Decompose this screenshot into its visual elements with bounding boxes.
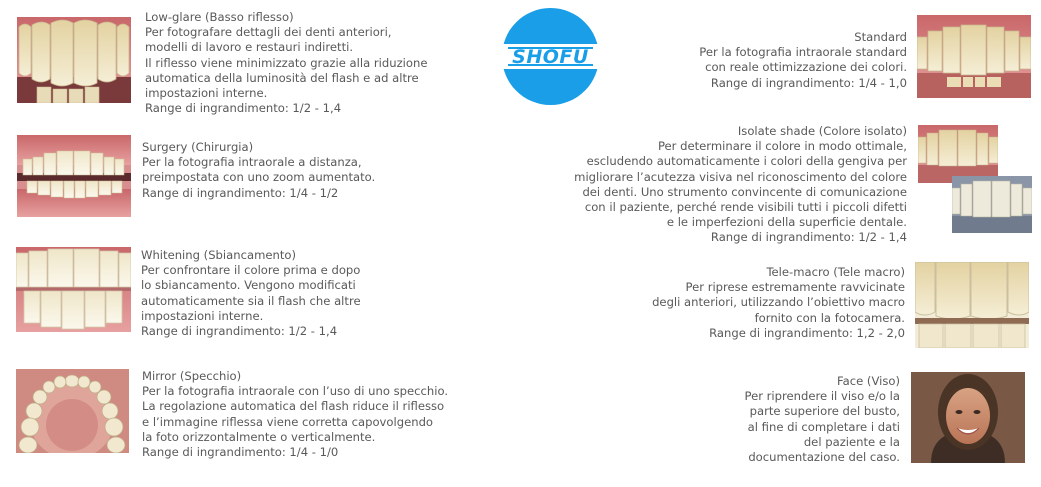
teeth-standard-icon	[917, 15, 1031, 98]
teeth-anterior-closeup-icon	[17, 17, 131, 103]
teeth-isolate-shade-icon	[918, 125, 998, 183]
photo-face	[911, 372, 1025, 463]
mode-low-glare-text: Low-glare (Basso riflesso) Per fotografare dettagli dei denti anteriori, modelli di lavoro e restauri indiretti. Il riflesso viene minimizzato grazie alla riduzione automatica della luminosità del flash e ad altre impostazioni interne. Range di ingrandimento: 1/2 - 1,4	[145, 10, 428, 116]
teeth-full-smile-icon	[17, 135, 131, 217]
photo-tele-macro	[915, 262, 1029, 348]
photo-isolate-shade-color	[918, 125, 998, 183]
mode-face-text: Face (Viso) Per riprendere il viso e/o la parte superiore del busto, al fine di completare i dati del paziente e la documentazione del caso.	[744, 374, 900, 465]
photo-surgery	[17, 135, 131, 217]
photo-mirror	[16, 369, 129, 453]
photo-low-glare	[17, 17, 131, 103]
photo-whitening	[16, 247, 131, 332]
mode-tele-macro-text: Tele-macro (Tele macro) Per riprese estremamente ravvicinate degli anteriori, utilizzando l’obiettivo macro fornito con la fotocamera. Range di ingrandimento: 1,2 - 2,0	[652, 265, 905, 340]
upper-arch-mirror-icon	[16, 369, 129, 453]
face-portrait-icon	[911, 372, 1025, 463]
mode-surgery-text: Surgery (Chirurgia) Per la fotografia intraorale a distanza, preimpostata con uno zoom aumentato. Range di ingrandimento: 1/4 - 1/2	[142, 140, 376, 200]
photo-standard	[917, 15, 1031, 98]
shofu-logo	[502, 8, 599, 105]
logo-text: SHOFU	[512, 46, 589, 68]
mode-mirror-text: Mirror (Specchio) Per la fotografia intraorale con l’uso di uno specchio. La regolazione automatica del flash riduce il riflesso e l’immagine riflessa viene corretta capovolgendo la foto orizzontalmente o verticalmente. Range di ingrandimento: 1/4 - 1/0	[142, 369, 449, 460]
photo-isolate-shade-gray	[952, 176, 1032, 233]
mode-whitening-text: Whitening (Sbiancamento) Per confrontare il colore prima e dopo lo sbiancamento. Vengono modificati automaticamente sia il flash che altre impostazioni interne. Range di ingrandimento: 1/2 - 1,4	[141, 248, 361, 339]
teeth-tele-macro-icon	[915, 262, 1029, 348]
teeth-whitening-icon	[16, 247, 131, 332]
mode-isolate-shade-text: Isolate shade (Colore isolato) Per determinare il colore in modo ottimale, escludendo automaticamente i colori della gengiva per migliorare l’acutezza visiva nel riconoscimento del colore dei denti. Uno strumento convincente di comunicazione con il paziente, perché rende visibili tutti i piccoli difetti e le imperfezioni della superficie dentale. Range di ingrandimento: 1/2 - 1,4	[574, 124, 907, 245]
mode-standard-text: Standard Per la fotografia intraorale standard con reale ottimizzazione dei colori. Range di ingrandimento: 1/4 - 1,0	[699, 30, 907, 90]
